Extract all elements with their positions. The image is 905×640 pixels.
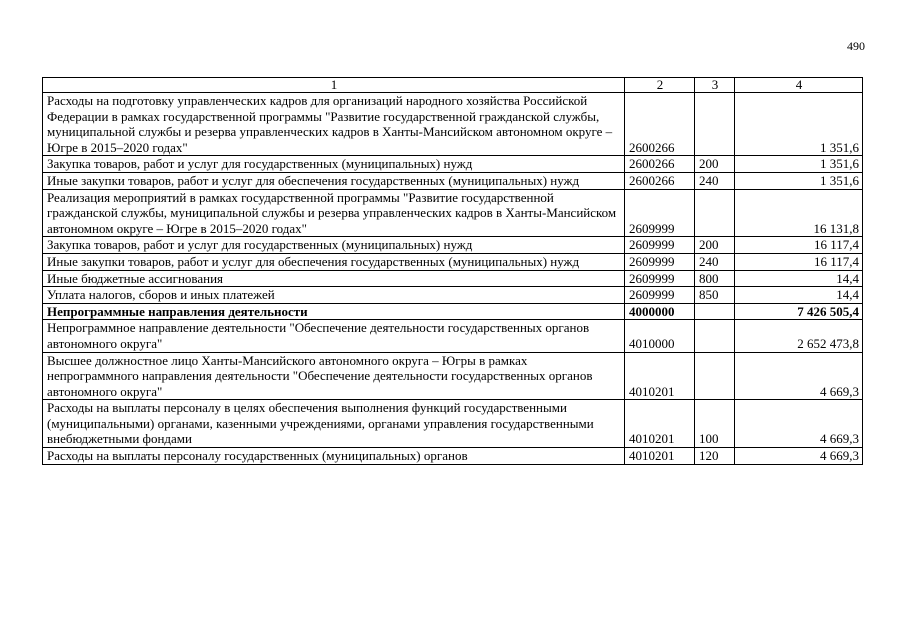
row-amount-cell: 1 351,6 [735,172,863,189]
row-name-cell: Закупка товаров, работ и услуг для государственных (муниципальных) нужд [43,156,625,173]
row-name-cell: Непрограммные направления деятельности [43,303,625,320]
row-code-cell: 2609999 [625,189,695,237]
row-code-cell: 4010201 [625,400,695,448]
page-number: 490 [847,39,865,53]
row-name-cell: Уплата налогов, сборов и иных платежей [43,287,625,304]
table-row [43,448,863,465]
row-amount-cell: 16 131,8 [735,189,863,237]
row-amount-cell: 4 669,3 [735,352,863,400]
row-name-cell: Высшее должностное лицо Ханты-Мансийского автономного округа – Югры в рамках непрограммного направления деятельности "Обеспечение деятельности государственных органов автономного округа" [43,352,625,400]
row-kind-cell: 800 [695,270,735,287]
row-kind-cell: 850 [695,287,735,304]
table-row [43,400,863,448]
row-amount-cell: 2 652 473,8 [735,320,863,352]
row-code-cell: 4010201 [625,448,695,465]
row-code-cell: 2609999 [625,253,695,270]
row-amount-cell: 4 669,3 [735,400,863,448]
row-amount-cell: 16 117,4 [735,237,863,254]
row-kind-cell [695,303,735,320]
row-kind-cell [695,189,735,237]
row-kind-cell: 100 [695,400,735,448]
row-kind-cell [695,352,735,400]
row-name-cell: Иные закупки товаров, работ и услуг для обеспечения государственных (муниципальных) нужд [43,172,625,189]
row-kind-cell: 200 [695,237,735,254]
table-row [43,320,863,352]
row-code-cell: 2609999 [625,237,695,254]
header-cell-code: 2 [625,78,695,93]
row-kind-cell: 240 [695,172,735,189]
row-amount-cell: 4 669,3 [735,448,863,465]
budget-table [42,77,863,465]
table-row [43,93,863,156]
header-cell-amount: 4 [735,78,863,93]
header-cell-name: 1 [43,78,625,93]
row-code-cell: 4010201 [625,352,695,400]
table-row [43,189,863,237]
row-code-cell: 2600266 [625,172,695,189]
row-name-cell: Иные закупки товаров, работ и услуг для обеспечения государственных (муниципальных) нужд [43,253,625,270]
row-code-cell: 4010000 [625,320,695,352]
row-kind-cell: 120 [695,448,735,465]
table-header-row [43,78,863,93]
table-row [43,352,863,400]
row-name-cell: Расходы на подготовку управленческих кадров для организаций народного хозяйства Российской Федерации в рамках государственной программы "Развитие государственной гражданской службы, муниципальной службы и резерва управленческих кадров в Ханты-Мансийском автономном округе – Югре в 2015–2020 годах" [43,93,625,156]
row-amount-cell: 7 426 505,4 [735,303,863,320]
row-name-cell: Закупка товаров, работ и услуг для государственных (муниципальных) нужд [43,237,625,254]
table-row [43,303,863,320]
table-row [43,172,863,189]
row-code-cell: 4000000 [625,303,695,320]
row-amount-cell: 1 351,6 [735,156,863,173]
row-name-cell: Реализация мероприятий в рамках государственной программы "Развитие государственной гражданской службы, муниципальной службы и резерва управленческих кадров в Ханты-Мансийском автономном округе – Югре в 2015–2020 годах" [43,189,625,237]
table-row [43,237,863,254]
table-body [43,78,863,465]
row-name-cell: Расходы на выплаты персоналу в целях обеспечения выполнения функций государственными (муниципальными) органами, казенными учреждениями, органами управления государственными внебюджетными фондами [43,400,625,448]
table-row [43,156,863,173]
row-kind-cell: 200 [695,156,735,173]
row-amount-cell: 16 117,4 [735,253,863,270]
row-amount-cell: 14,4 [735,270,863,287]
table-row [43,270,863,287]
header-cell-kind: 3 [695,78,735,93]
row-name-cell: Иные бюджетные ассигнования [43,270,625,287]
row-code-cell: 2609999 [625,287,695,304]
table-row [43,253,863,270]
row-code-cell: 2609999 [625,270,695,287]
table-row [43,287,863,304]
row-name-cell: Непрограммное направление деятельности "Обеспечение деятельности государственных органов автономного округа" [43,320,625,352]
row-kind-cell: 240 [695,253,735,270]
row-code-cell: 2600266 [625,93,695,156]
row-amount-cell: 1 351,6 [735,93,863,156]
row-amount-cell: 14,4 [735,287,863,304]
row-name-cell: Расходы на выплаты персоналу государственных (муниципальных) органов [43,448,625,465]
row-code-cell: 2600266 [625,156,695,173]
row-kind-cell [695,320,735,352]
row-kind-cell [695,93,735,156]
